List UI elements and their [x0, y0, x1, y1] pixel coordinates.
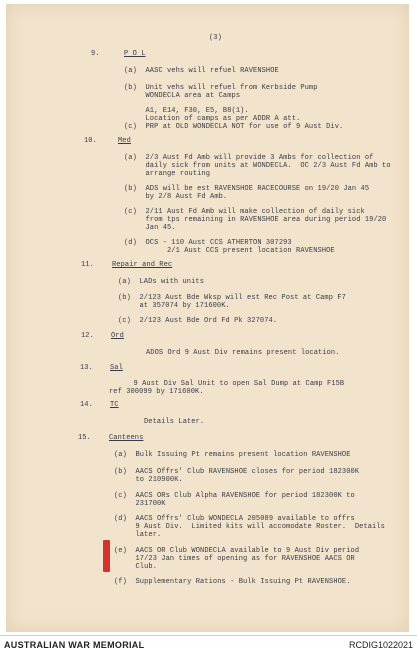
footer-reference-id: RCDIG1022021 — [348, 640, 413, 650]
section-13-number: 13. — [80, 364, 93, 372]
section-15-line: (d) AACS Offrs' Club WONDECLA 205089 available to offrs — [114, 515, 355, 523]
section-15-line: (f) Supplementary Rations - Bulk Issuing Pt RAVENSHOE. — [114, 578, 351, 586]
section-15-line: to 210900K. — [114, 476, 183, 484]
section-9-line: WONDECLA area at Camps — [124, 92, 241, 100]
section-10-number: 10. — [84, 137, 97, 145]
section-9-number: 9. — [91, 50, 100, 58]
page-number: (3) — [209, 34, 222, 42]
section-11-line: (c) 2/123 Aust Bde Ord Fd Pk 327074. — [118, 317, 278, 325]
section-15-line: (c) AACS ORs Club Alpha RAVENSHOE for period 182300K to — [114, 492, 355, 500]
section-15-line: later. — [114, 531, 162, 539]
section-9-line: (b) Unit vehs will refuel from Kerbside Pump — [124, 84, 318, 92]
section-11-title: Repair and Rec — [112, 261, 173, 269]
section-14-line: Details Later. — [144, 418, 205, 426]
section-12-title: Ord — [111, 332, 124, 340]
section-13-line: 9 Aust Div Sal Unit to open Sal Dump at Camp F15B — [112, 380, 345, 388]
section-15-line: (b) AACS Offrs' Club RAVENSHOE closes for period 182300K — [114, 468, 360, 476]
section-12-number: 12. — [81, 332, 94, 340]
section-15-line: (e) AACS OR Club WONDECLA available to 9 Aust Div period — [114, 547, 360, 555]
section-15-line: Club. — [114, 563, 158, 571]
section-10-line: (b) ADS will be est RAVENSHOE RACECOURSE on 19/20 Jan 45 — [124, 185, 370, 193]
section-15-line: 9 Aust Div. Limited kits will accomodate Roster. Details — [114, 523, 385, 531]
section-11-line: at 357074 by 171600K. — [118, 302, 230, 310]
section-9-title: P O L — [124, 50, 146, 58]
section-13-title: Sal — [110, 364, 123, 372]
section-10-line: from tps remaining in RAVENSHOE area during period 19/20 — [124, 216, 387, 224]
section-10-line: (d) OCS - 110 Aust CCS ATHERTON 307293 — [124, 239, 292, 247]
section-10-line: daily sick from units at WONDECLA. OC 2/3 Aust Fd Amb to — [124, 162, 391, 170]
footer-institution: AUSTRALIAN WAR MEMORIAL — [4, 640, 145, 650]
section-12-line: ADOS Ord 9 Aust Div remains present location. — [146, 349, 340, 357]
section-11-line: (a) LADs with units — [118, 278, 205, 286]
section-11-number: 11. — [81, 261, 94, 269]
section-10-title: Med — [118, 137, 131, 145]
section-14-number: 14. — [80, 401, 93, 409]
section-10-line: 2/1 Aust CCS present location RAVENSHOE — [124, 247, 335, 255]
section-14-title: TC — [110, 401, 119, 409]
section-13-line: ref 300099 by 171600K. — [109, 388, 204, 396]
archive-footer — [0, 635, 417, 654]
document-page — [6, 4, 409, 632]
red-margin-mark — [103, 540, 110, 572]
section-15-title: Canteens — [109, 434, 144, 442]
section-9-line: A1, E14, F30, E5, B8(1). — [124, 107, 249, 115]
section-10-line: arrange routing — [124, 170, 211, 178]
section-10-line: (c) 2/11 Aust Fd Amb will make collection of daily sick — [124, 208, 365, 216]
section-15-line: (a) Bulk Issuing Pt remains present location RAVENSHOE — [114, 451, 351, 459]
section-15-line: 17/23 Jan times of opening as for RAVENSHOE AACS OR — [114, 555, 355, 563]
section-11-line: (b) 2/123 Aust Bde Wksp will est Rec Post at Camp F7 — [118, 294, 346, 302]
section-10-line: (a) 2/3 Aust Fd Amb will provide 3 Ambs for collection of — [124, 154, 374, 162]
section-9-line: (c) PRP at OLD WONDECLA NOT for use of 9 Aust Div. — [124, 123, 344, 131]
section-9-line: Location of camps as per ADDR A att. — [124, 115, 301, 123]
section-10-line: by 2/8 Aust Fd Amb. — [124, 193, 228, 201]
section-10-line: Jan 45. — [124, 224, 176, 232]
section-15-number: 15. — [78, 434, 91, 442]
section-9-line: (a) AASC vehs will refuel RAVENSHOE — [124, 67, 279, 75]
section-15-line: 231700K — [114, 500, 166, 508]
